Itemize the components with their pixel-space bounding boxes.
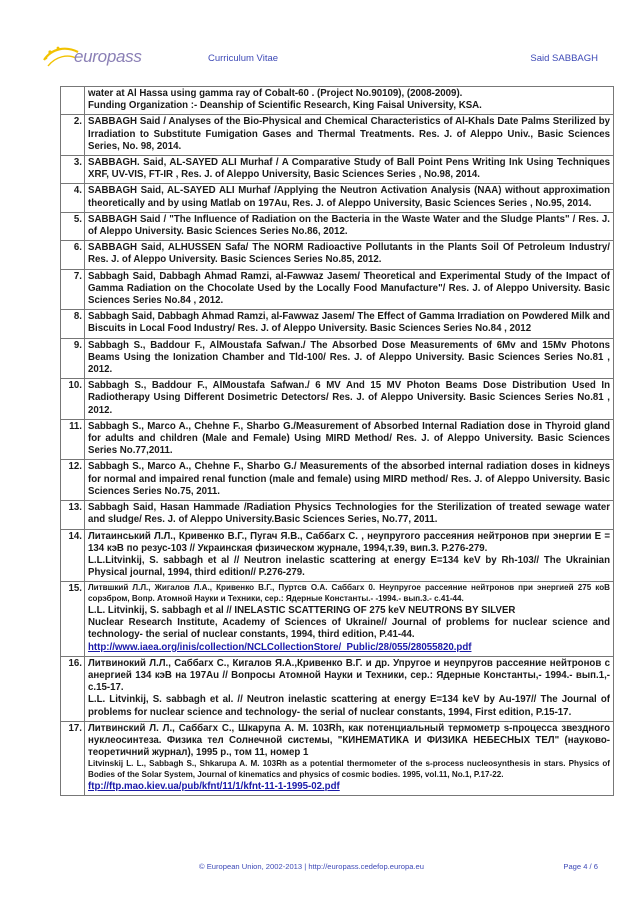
publication-small-text: Litvinskij L. L., Sabbagh S., Shkarupa A. M. 103Rh as a potential thermometer of the s-process nucleosynthesis in stars. Physics of Bodies of the Solar System, Journal of kinematics and physics of cosmic bodies. 1995, vol.11, No.1, P.17-22. [88, 759, 610, 780]
publication-line: Sabbagh Said, Dabbagh Ahmad Ramzi, al-Fawwaz Jasem/ Theoretical and Experimental Study of the Impact of Gamma Radiation on the Chocolate Used by the Locally Food Manufacture"/ Res. J. of Aleppo University. Basic Sciences Series No.84 , 2012. [88, 270, 610, 307]
publication-row [61, 156, 614, 184]
publication-text [85, 310, 614, 338]
publication-line: SABBAGH Said / Analyses of the Bio-Physical and Chemical Characteristics of Al-Khals Date Palms Sterilized by Irradiation to Substitute Fumigation Gases and Thermal Treatments. Res. J. of Aleppo Univ., Basic Sciences Series, No. 98, 2014. [88, 116, 610, 152]
publication-line: L.L. Litvinkij, S. sabbagh et al // INELASTIC SCATTERING OF 275 keV NEUTRONS BY SILVER [88, 604, 516, 616]
publication-row [61, 184, 614, 212]
publication-number [61, 87, 85, 115]
publication-line: Sabbagh S., Marco A., Chehne F., Sharbo G./Measurement of Absorbed Internal Radiation dose in Thyroid gland for adults and children (Male and Female) Using MIRD Method/ Res. J. of Aleppo University. Basic Sciences Series No.77,2011. [88, 420, 610, 457]
publication-text [85, 529, 614, 582]
publication-number: 5. [61, 212, 85, 240]
publication-small-text: Литвшкий Л.Л., Жигалов Л.А., Кривенко В.Г., Пуртсв О.А. Саббагх 0. Неупругое рассеяние нейтронов при энергией 275 коВ сорэбром, Вопр. Атомной Науки и Техники, сер.: Ядерные Константы.- -1994.- вып.3.- с.41-44. [88, 583, 610, 604]
publication-text [85, 269, 614, 310]
page-header [0, 0, 638, 70]
publication-line: water at Al Hassa using gamma ray of Cobalt-60 . (Project No.90109), (2008-2009). [88, 88, 463, 99]
document-title: Curriculum Vitae [208, 53, 279, 64]
publication-number: 11. [61, 419, 85, 460]
publication-row [61, 212, 614, 240]
publication-row [61, 529, 614, 582]
publication-line: SABBAGH Said, ALHUSSEN Safa/ The NORM Radioactive Pollutants in the Plants Soil Of Petroleum Industry/ Res. J. of Aleppo University. Basic Sciences Series No.85, 2012. [88, 242, 610, 266]
logo-wordmark: europass [74, 47, 142, 66]
publication-row [61, 115, 614, 156]
publication-text [85, 656, 614, 721]
publication-number: 7. [61, 269, 85, 310]
publication-line: Sabbagh Said, Dabbagh Ahmad Ramzi, al-Fawwaz Jasem/ The Effect of Gamma Irradiation on Powdered Milk and Biscuits in Local Food Industry/ Res. J. of Aleppo University. Basic Sciences Series No.84 , 2012 [88, 311, 610, 335]
publication-line: Литвинокий Л.Л., Саббагх С., Кигалов Я.А.,Кривенко В.Г. и др. Упругое и неупругов рассеяние нейтронов с анергией 134 кэВ на 197Au // Вопросы Атомной Науки и Техники, сер.: Ядерные Константы,- 1994.- вып.1,- с.15-17. [88, 657, 610, 694]
publication-line: Sabbagh S., Baddour F., AlMoustafa Safwan./ 6 MV And 15 MV Photon Beams Dose Distribution Used In Radiotherapy Using Different Dosimetric Detectors/ Res. J. of Aleppo University. Basic Sciences Series No.81 , 2012. [88, 380, 610, 416]
page-number: Page 4 / 6 [563, 862, 598, 871]
publication-line: SABBAGH. Said, AL-SAYED ALI Murhaf / A Comparative Study of Ball Point Pens Writing Ink Using Techniques XRF, UV-VIS, FT-IR , Res. J. of Aleppo University, Basic Sciences Series , No.98, 2014. [88, 157, 610, 181]
publication-number: 8. [61, 310, 85, 338]
europass-logo [40, 42, 160, 72]
publication-line: Nuclear Research Institute, Academy of Sciences of Ukraine// Journal of problems for nuclear science and technology- the serial of nuclear constants, 1994, third edition, P.41-44. [88, 617, 610, 641]
footer-copyright: © European Union, 2002-2013 | http://europass.cedefop.europa.eu [199, 862, 424, 871]
publication-text [85, 156, 614, 184]
publication-line: SABBAGH Said, AL-SAYED ALI Murhaf /Applying the Neutron Activation Analysis (NAA) without approximation theoretically and by using Matlab on 197Au, Res. J. of Aleppo University, Basic Sciences Series , No.95, 2014. [88, 185, 610, 209]
publication-line: Funding Organization :- Deanship of Scientific Research, King Faisal University, KSA. [88, 100, 482, 112]
publication-link[interactable]: ftp://ftp.mao.kiev.ua/pub/kfnt/11/1/kfnt-11-1-1995-02.pdf [88, 780, 340, 792]
publication-row [61, 460, 614, 501]
publication-row [61, 269, 614, 310]
publication-line: Литаинський Л.Л., Кривенко В.Г., Пугач Я.В., Саббагх С. , неупругого рассеяния нейтронов при энергии E = 134 кэВ по резус-103 // Украинская физическом журнале, 1994,т.39, вип.3. Р.276-279. [88, 530, 610, 554]
publication-line: Sabbagh S., Baddour F., AlMoustafa Safwan./ The Absorbed Dose Measurements of 6Mv and 15Mv Photons Beams Using the Ionization Chamber and Tld-100/ Res. J. of Aleppo University. Basic Sciences Series No.81 , 2012. [88, 339, 610, 376]
publication-row [61, 721, 614, 795]
publication-text [85, 379, 614, 420]
publication-line: Sabbagh Said, Hasan Hammade /Radiation Physics Technologies for the Sterilization of treated sewage water and sludge/ Res. J. of Aleppo University.Basic Sciences Series, No.77, 2011. [88, 502, 610, 526]
publication-number: 14. [61, 529, 85, 582]
publication-row [61, 338, 614, 379]
publication-text [85, 721, 614, 795]
publication-text [85, 338, 614, 379]
author-name: Said SABBAGH [530, 53, 598, 64]
publication-number: 16. [61, 656, 85, 721]
publication-row [61, 419, 614, 460]
publication-row [61, 582, 614, 656]
publication-number: 15. [61, 582, 85, 656]
publication-line: L.L. Litvinkij, S. sabbagh et al. // Neutron inelastic scattering at energy E=134 keV by Au-197// The Journal of problems for nuclear science and technology- the serial of nuclear constants, 1994, First edition, P.15-17. [88, 694, 610, 718]
publication-row [61, 310, 614, 338]
publication-text [85, 115, 614, 156]
publication-text [85, 184, 614, 212]
publication-row [61, 87, 614, 115]
publication-line: Sabbagh S., Marco A., Chehne F., Sharbo G./ Measurements of the absorbed internal radiation doses in kidneys for normal and impaired renal function (male and female) using MIRD method/ Res. J. of Aleppo University. Basic Sciences Series No.75, 2011. [88, 461, 610, 497]
publication-number: 2. [61, 115, 85, 156]
publication-number: 3. [61, 156, 85, 184]
publication-row [61, 379, 614, 420]
publications-table [60, 86, 614, 796]
publication-text [85, 460, 614, 501]
publication-line: SABBAGH Said / "The Influence of Radiation on the Bacteria in the Waste Water and the Sludge Plants" / Res. J. of Aleppo University. Basic Sciences Series No.86, 2012. [88, 213, 610, 238]
publication-text [85, 87, 614, 115]
publication-line: L.L.Litvinkij, S. sabbagh et al // Neutron inelastic scattering at energy E=134 keV by Rh-103// The Ukrainian Physical journal, 1994, third edition// P.276-279. [88, 554, 610, 579]
publication-text [85, 582, 614, 656]
publication-number: 9. [61, 338, 85, 379]
publication-number: 17. [61, 721, 85, 795]
publication-text [85, 501, 614, 529]
publication-number: 10. [61, 379, 85, 420]
publication-text [85, 212, 614, 240]
publication-row [61, 241, 614, 269]
publication-link[interactable]: http://www.iaea.org/inis/collection/NCLCollectionStore/_Public/28/055/28055820.pdf [88, 641, 472, 653]
publication-number: 12. [61, 460, 85, 501]
publication-text [85, 419, 614, 460]
publication-number: 4. [61, 184, 85, 212]
publication-row [61, 501, 614, 529]
publication-text [85, 241, 614, 269]
publication-number: 6. [61, 241, 85, 269]
publication-row [61, 656, 614, 721]
publication-number: 13. [61, 501, 85, 529]
publication-line: Литвинский Л. Л., Саббагх С., Шкарупа А. М. 103Rh, как потенциальный термометр s-процесса звездного нуклеосинтеза. Физика тел Солнечной системы, "КИНЕМАТИКА И ФИЗИКА НЕБЕСНЫХ ТЕЛ" (науково-теоретичний журнал), 1995 р., том 11, номер 1 [88, 722, 610, 759]
